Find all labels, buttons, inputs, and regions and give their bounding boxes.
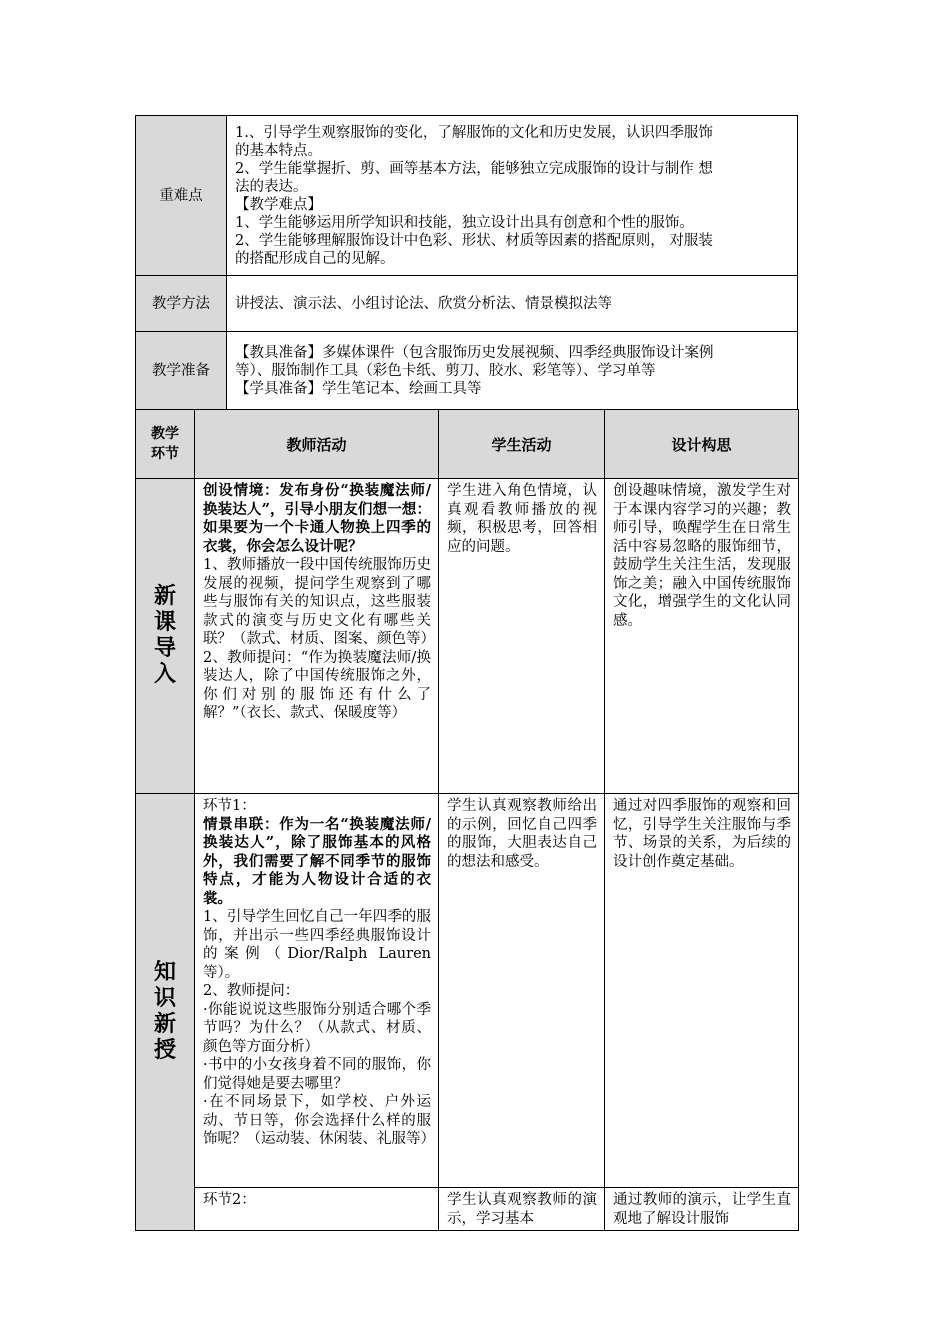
preparation-content (227, 332, 798, 410)
header-stage-text: 教学环节 (151, 426, 179, 462)
key-points-line: 法的表达。 (235, 178, 308, 195)
teacher-activity-cell (195, 479, 439, 794)
methods-content: 讲授法、演示法、小组讨论法、欣赏分析法、情景模拟法等 (227, 276, 798, 332)
step-intro: 环节1： (203, 798, 256, 814)
key-points-line: 2、学生能掌握折、剪、画等基本方法，能够独立完成服饰的设计与制作 想 (235, 160, 713, 177)
lesson-header-row (136, 410, 799, 479)
preparation-line: 【教具准备】多媒体课件（包含服饰历史发展视频、四季经典服饰设计案例 (235, 344, 714, 361)
preparation-line: 【学具准备】学生笔记本、绘画工具等 (235, 380, 482, 397)
header-student: 学生活动 (439, 410, 605, 479)
key-points-line: 1、学生能够运用所学知识和技能，独立设计出具有创意和个性的服饰。 (235, 214, 694, 231)
design-idea-cell: 创设趣味情境，激发学生对于本课内容学习的兴趣；教师引导，唤醒学生在日常生活中容易忽略的服饰细节，鼓励学生关注生活，发现服饰之美；融入中国传统服饰文化，增强学生的文化认同感。 (605, 479, 799, 794)
lesson-table (135, 409, 799, 1231)
teacher-question: ·你能说说这些服饰分别适合哪个季节吗？为什么？（从款式、材质、颜色等方面分析） (203, 1001, 431, 1055)
teacher-activity-cell (195, 794, 439, 1188)
stage-label: 新课导入 (153, 584, 176, 687)
teacher-activity-cell (195, 1188, 439, 1231)
table-row (136, 1188, 799, 1231)
key-points-line: 的基本特点。 (235, 142, 322, 159)
header-teacher: 教师活动 (195, 410, 439, 479)
teacher-step: 2、教师提问： (203, 983, 300, 999)
design-idea-cell: 通过对四季服饰的观察和回忆，引导学生关注服饰与季节、场景的关系，为后续的设计创作奠定基础。 (605, 794, 799, 1188)
header-design: 设计构思 (605, 410, 799, 479)
stage-cell-intro (136, 479, 195, 794)
teacher-question: ·在不同场景下，如学校、户外运动、节日等，你会选择什么样的服饰呢？（运动装、休闲装、礼服等） (203, 1094, 435, 1147)
preparation-row (136, 332, 798, 410)
teacher-question: ·书中的小女孩身着不同的服饰，你们觉得她是要去哪里？ (203, 1057, 431, 1092)
teacher-step: 2、教师提问：“作为换装魔法师/换装达人，除了中国传统服饰之外，你们对别的服饰还有什么了解？”（衣长、款式、保暖度等） (203, 649, 431, 721)
methods-label: 教学方法 (136, 276, 227, 332)
key-points-line: 【教学难点】 (235, 196, 322, 213)
table-row (136, 794, 799, 1188)
stage-label: 知识新授 (153, 960, 176, 1063)
student-activity-cell: 学生认真观察教师的演示，学习基本 (439, 1188, 605, 1231)
teacher-scenario: 创设情境：发布身份“换装魔法师/换装达人”，引导小朋友们想一想：如果要为一个卡通人物换上四季的衣裳，你会怎么设计呢？ (203, 482, 431, 555)
student-activity-cell: 学生认真观察教师给出的示例，回忆自己四季的服饰，大胆表达自己的想法和感受。 (439, 794, 605, 1188)
header-stage (136, 410, 195, 479)
key-points-label: 重难点 (136, 116, 227, 276)
key-points-line: 1.、引导学生观察服饰的变化，了解服饰的文化和历史发展，认识四季服饰 (235, 124, 713, 141)
stage-cell-new-knowledge (136, 794, 195, 1231)
info-table (135, 115, 798, 410)
key-points-line: 的搭配形成自己的见解。 (235, 250, 395, 267)
key-points-line: 2、学生能够理解服饰设计中色彩、形状、材质等因素的搭配原则， 对服装 (235, 232, 713, 249)
step-intro: 环节2： (203, 1192, 256, 1208)
table-row (136, 479, 799, 794)
preparation-line: 等）、服饰制作工具（彩色卡纸、剪刀、胶水、彩笔等）、学习单等 (235, 362, 656, 379)
key-points-content (227, 116, 798, 276)
teacher-scenario: 情景串联：作为一名“换装魔法师/换装达人”，除了服饰基本的风格外，我们需要了解不同季节的服饰特点，才能为人物设计合适的衣裳。 (203, 815, 431, 907)
key-points-row (136, 116, 798, 276)
methods-row (136, 276, 798, 332)
teacher-step: 1、引导学生回忆自己一年四季的服饰，并出示一些四季经典服饰设计的案例（Dior/Ralph Lauren等）。 (203, 909, 431, 981)
teacher-step: 1、教师播放一段中国传统服饰历史发展的视频，提问学生观察到了哪些与服饰有关的知识点，这些服装款式的演变与历史文化有哪些关联？（款式、材质、图案、颜色等） (203, 557, 435, 647)
student-activity-cell: 学生进入角色情境，认真观看教师播放的视频，积极思考，回答相应的问题。 (439, 479, 605, 794)
design-idea-cell: 通过教师的演示，让学生直观地了解设计服饰 (605, 1188, 799, 1231)
preparation-label: 教学准备 (136, 332, 227, 410)
